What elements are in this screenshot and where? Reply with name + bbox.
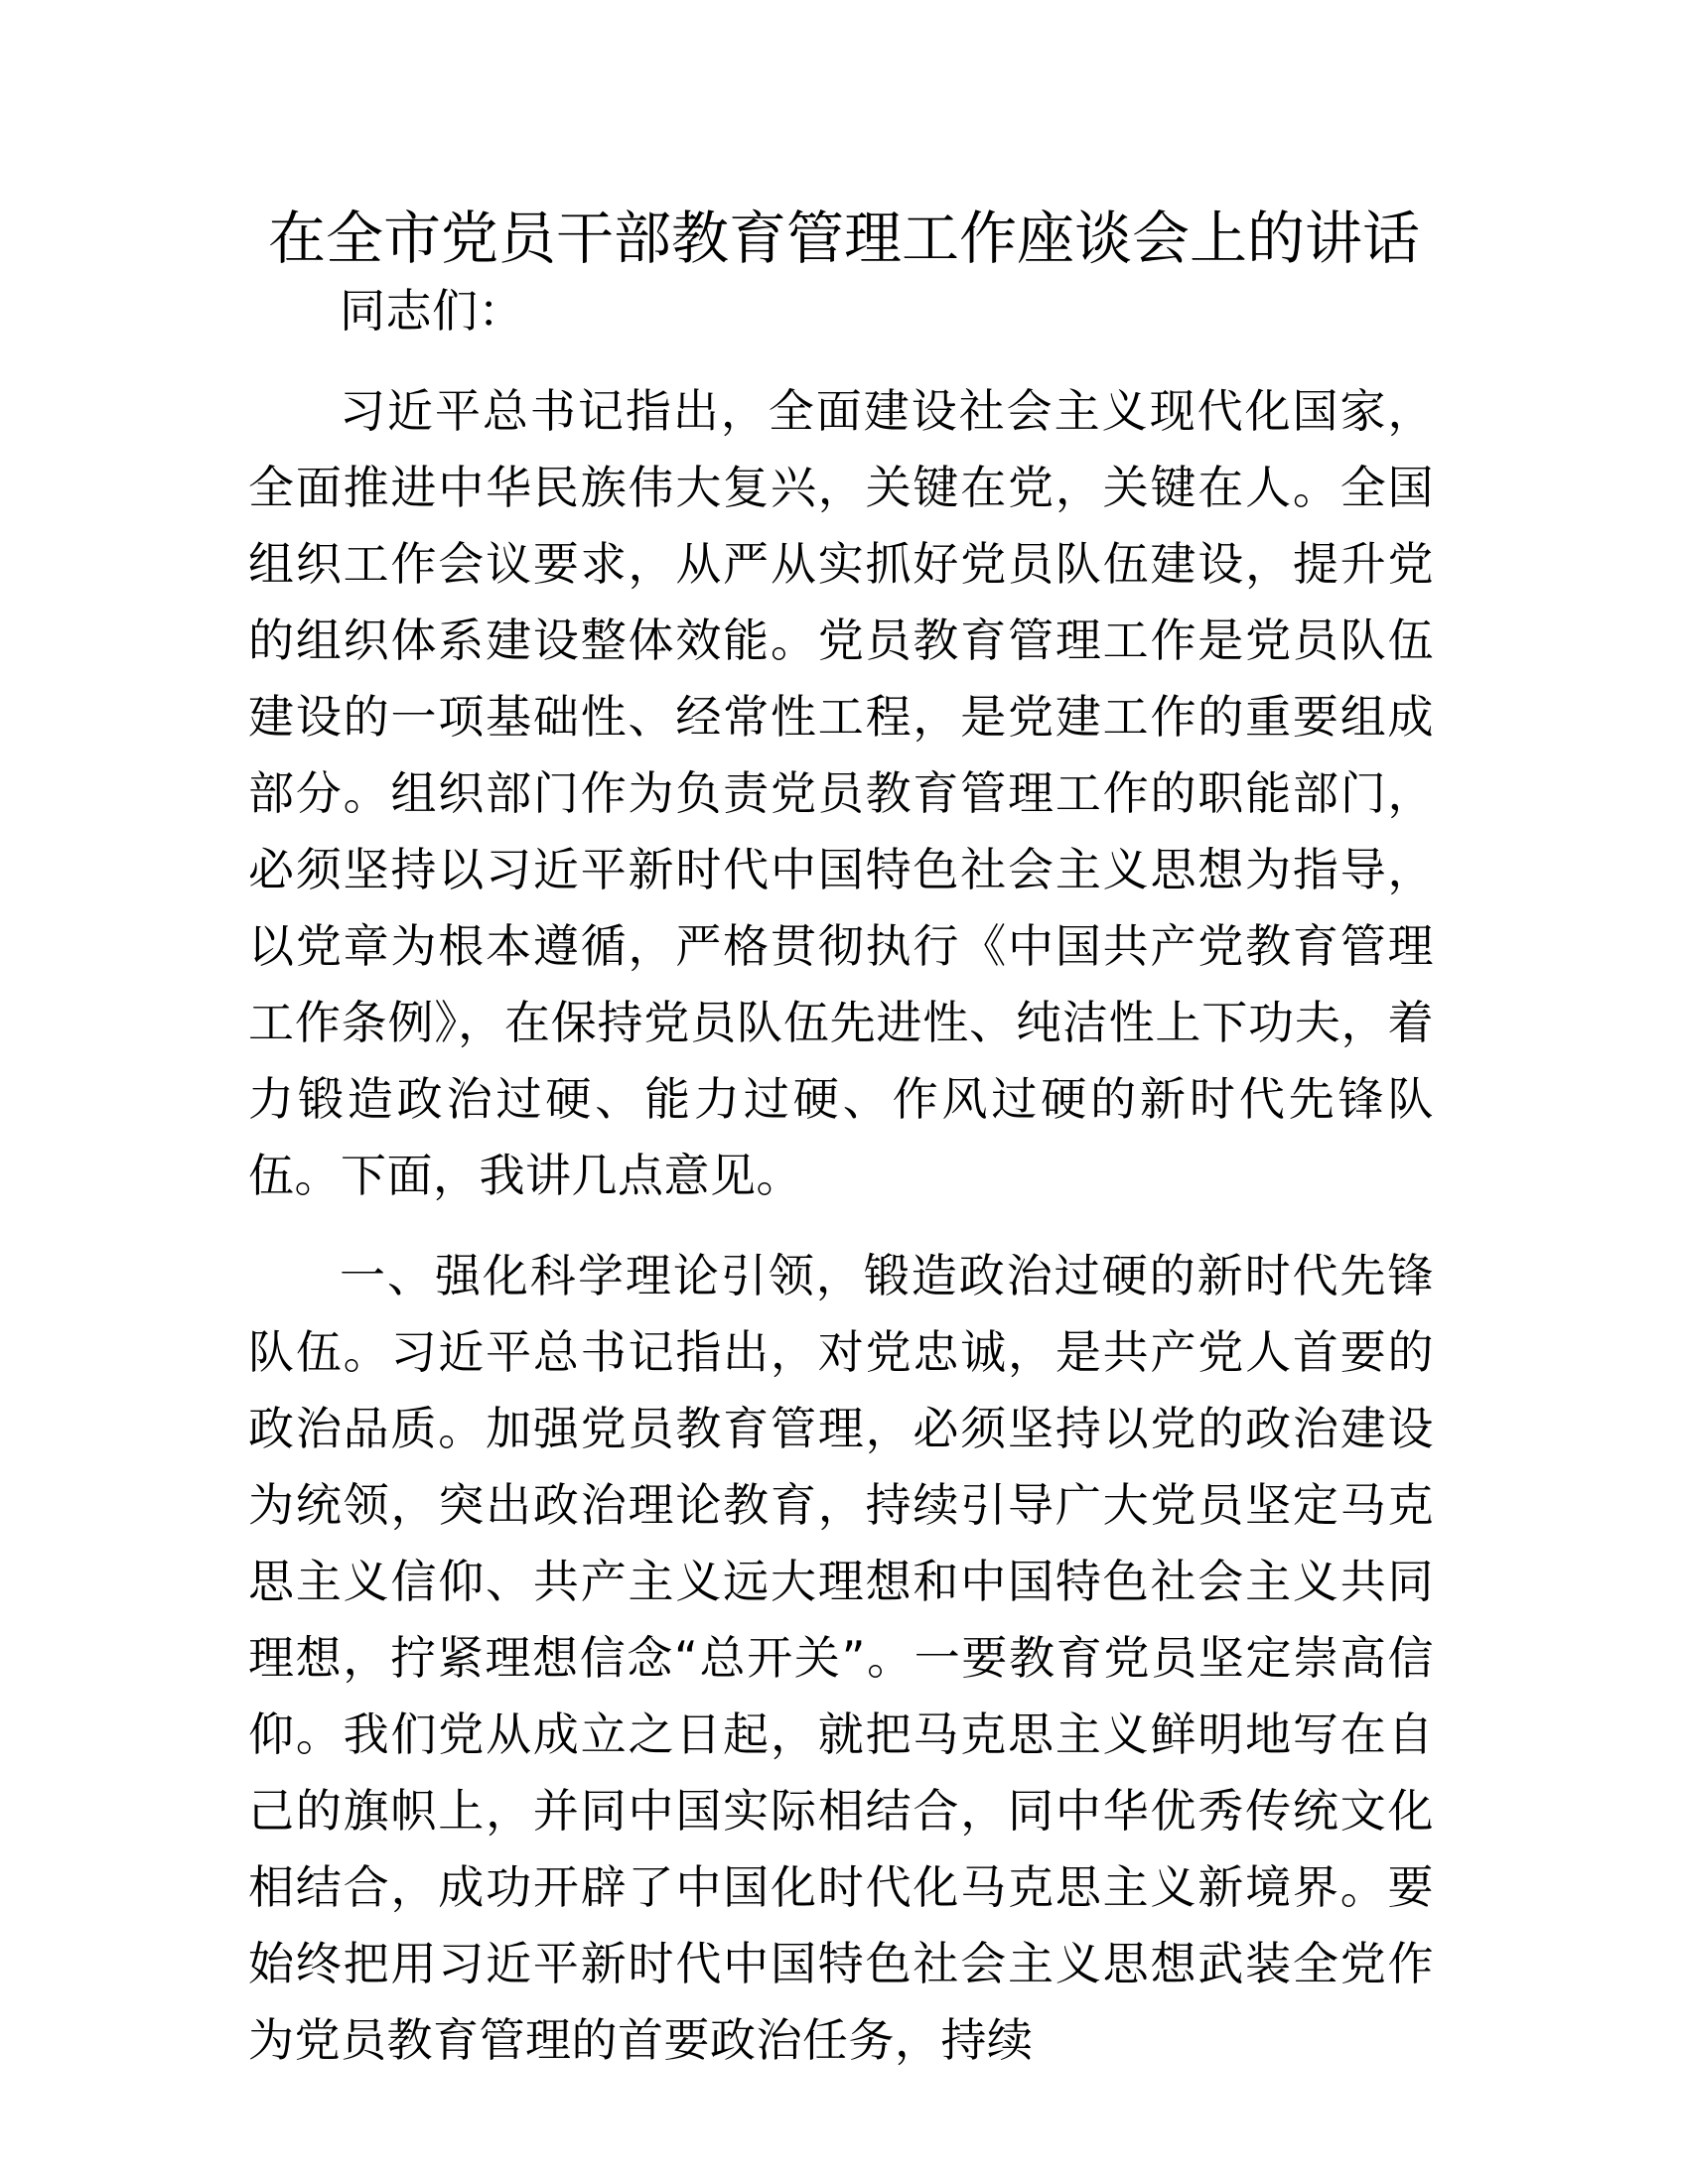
document-body [248,273,1434,2103]
paragraph-section-one: 一、强化科学理论引领，锻造政治过硬的新时代先锋队伍。习近平总书记指出，对党忠诚，是共产党人首要的政治品质。加强党员教育管理，必须坚持以党的政治建设为统领，突出政治理论教育，持续引导广大党员坚定马克思主义信仰、共产主义远大理想和中国特色社会主义共同理想，拧紧理想信念“总开关”。一要教育党员坚定崇高信仰。我们党从成立之日起，就把马克思主义鲜明地写在自己的旗帜上，并同中国实际相结合，同中华优秀传统文化相结合，成功开辟了中国化时代化马克思主义新境界。要始终把用习近平新时代中国特色社会主义思想武装全党作为党员教育管理的首要政治任务，持续 [248,1249,1434,2067]
document-title: 在全市党员干部教育管理工作座谈会上的讲话 [267,205,1420,272]
salutation: 同志们： [340,284,524,338]
paragraph-intro: 习近平总书记指出，全面建设社会主义现代化国家，全面推进中华民族伟大复兴，关键在党，关键在人。全国组织工作会议要求，从严从实抓好党员队伍建设，提升党的组织体系建设整体效能。党员教育管理工作是党员队伍建设的一项基础性、经常性工程，是党建工作的重要组成部分。组织部门作为负责党员教育管理工作的职能部门，必须坚持以习近平新时代中国特色社会主义思想为指导，以党章为根本遵循，严格贯彻执行《中国共产党教育管理工作条例》，在保持党员队伍先进性、纯洁性上下功夫，着力锻造政治过硬、能力过硬、作风过硬的新时代先锋队伍。下面，我讲几点意见。 [248,384,1434,1202]
